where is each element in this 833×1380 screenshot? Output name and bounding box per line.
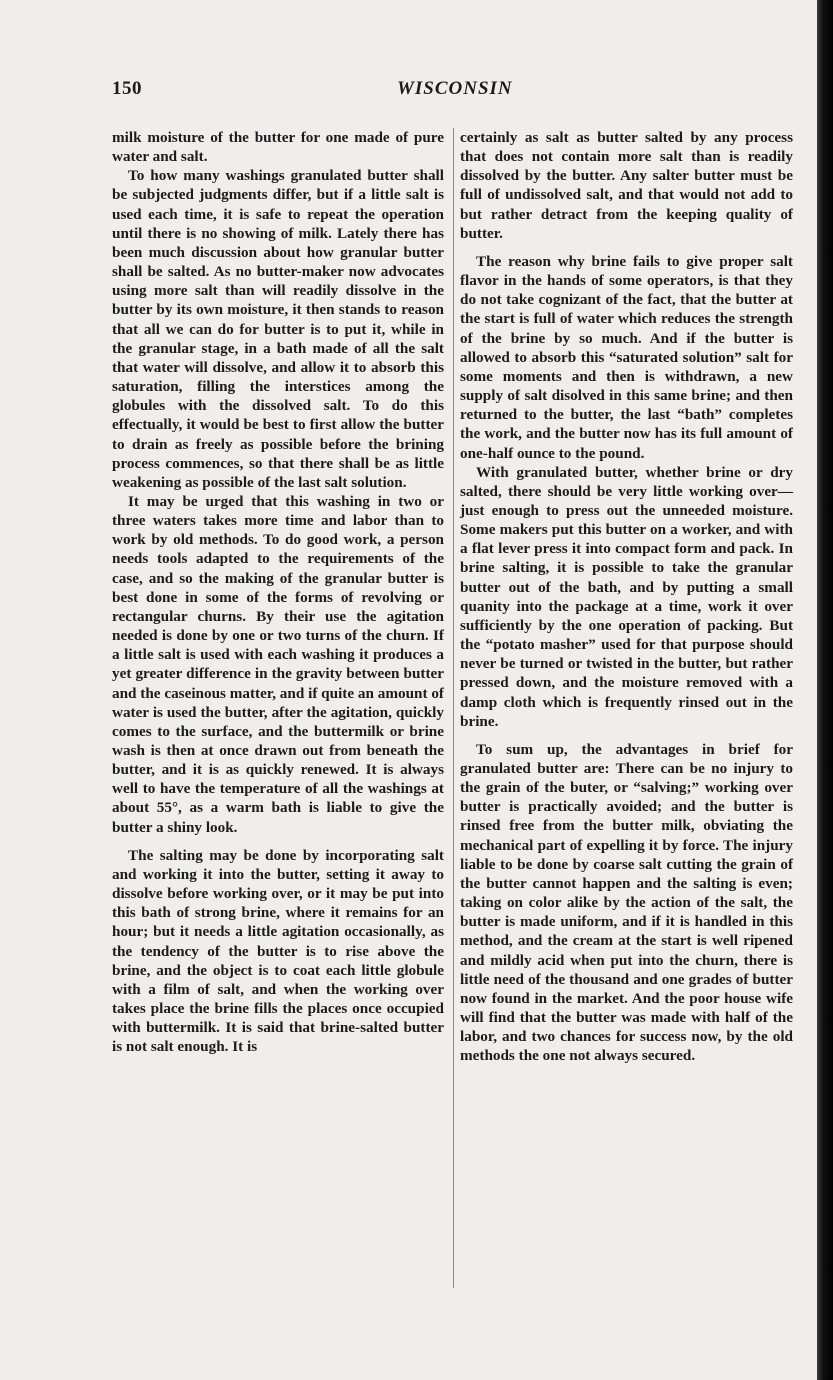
paragraph: milk moisture of the butter for one made of pure water and salt. [112, 129, 444, 166]
paragraph: With granulated butter, whether brine or dry salted, there should be very little working over—just enough to press out the unneeded moisture. Some makers put this butter on a worker, and with a flat lever press it into compact form and pack. In brine salting, it is possible to take the granular butter out of the bath, and by putting a small quanity into the package at a time, work it over sufficiently by the one operation of packing. But the “potato masher” used for that purpose should never be turned or twisted in the butter, but rather pressed down, and the moisture removed with a damp cloth which is frequently rinsed out in the brine. [460, 463, 793, 730]
column-divider [453, 128, 454, 1288]
paragraph: The reason why brine fails to give proper salt flavor in the hands of some operators, is that they do not take cognizant of the fact, that the butter at the start is full of water which reduces the strength of the brine by so much. And if the butter is allowed to absorb this “saturated solution” salt for some moments and then is withdrawn, a new supply of salt disolved in this same brine; and then returned to the butter, the last “bath” completes the work, and the butter now has its full amount of one-half ounce to the pound. [460, 252, 793, 462]
book-binding-edge [817, 0, 833, 1380]
page-header [112, 78, 792, 102]
right-column [460, 128, 793, 1066]
paragraph: To how many washings granulated butter shall be subjected judgments differ, but if a little salt is used each time, it is safe to repeat the operation until there is no showing of milk. Lately there has been much discussion about how granular butter shall be salted. As no butter-maker now advocates using more salt than will readily dissolve in the butter by its own moisture, it then stands to reason that all we can do for butter is to put it, while in the granular stage, in a bath made of all the salt that water will dissolve, and allow it to absorb this saturation, filling the interstices among the globules with the dissolved salt. To do this effectually, it would be best to first allow the butter to drain as freely as possible before the brining process commences, so that there shall be as little weakening as possible of the last salt solution. [112, 167, 444, 491]
paragraph: certainly as salt as butter salted by any process that does not contain more salt than is readily dissolved by the butter. Any salter butter must be full of undissolved salt, and that would not add to but rather detract from the keeping quality of butter. [460, 129, 793, 242]
left-column [112, 128, 444, 1057]
paragraph: To sum up, the advantages in brief for granulated butter are: There can be no injury to the grain of the buter, or “salving;” working over butter is practically avoided; and the butter is rinsed free from the butter milk, obviating the mechanical part of expelling it by force. The injury liable to be done by coarse salt cutting the grain of the butter cannot happen and the salting is even; taking on color alike by the action of the salt, the butter is made uniform, and if it is handled in this method, and the cream at the start is well ripened and mildly acid when put into the churn, there is little need of the thousand and one grades of butter now found in the market. And the poor house wife will find that the butter was made with half of the labor, and two chances for success now, by the old methods the one not always secured. [460, 740, 793, 1065]
page-number: 150 [112, 78, 142, 99]
running-head: WISCONSIN [397, 78, 513, 99]
paragraph: The salting may be done by incorporating salt and working it into the butter, setting it away to dissolve before working over, or it may be put into this bath of strong brine, where it remains for an hour; but it needs a little agitation occasionally, as the tendency of the butter is to rise above the brine, and the object is to coat each little globule with a film of salt, and when the working over takes place the brine fills the places once occupied with buttermilk. It is said that brine-salted butter is not salt enough. It is [112, 846, 444, 1056]
paragraph: It may be urged that this washing in two or three waters takes more time and labor than to work by old methods. To do good work, a person needs tools adapted to the requirements of the case, and so the making of the granular butter is best done in some of the forms of revolving or rectangular churns. By their use the agitation needed is done by one or two turns of the churn. If a little salt is used with each washing it produces a yet greater difference in the gravity between butter and the caseinous matter, and if quite an amount of water is used the butter, after the agitation, quickly comes to the surface, and the buttermilk or brine wash is then at once drawn out from beneath the butter, and it is as quickly renewed. It is always well to have the temperature of all the washings at about 55°, as a warm bath is liable to give the butter a shiny look. [112, 492, 444, 836]
